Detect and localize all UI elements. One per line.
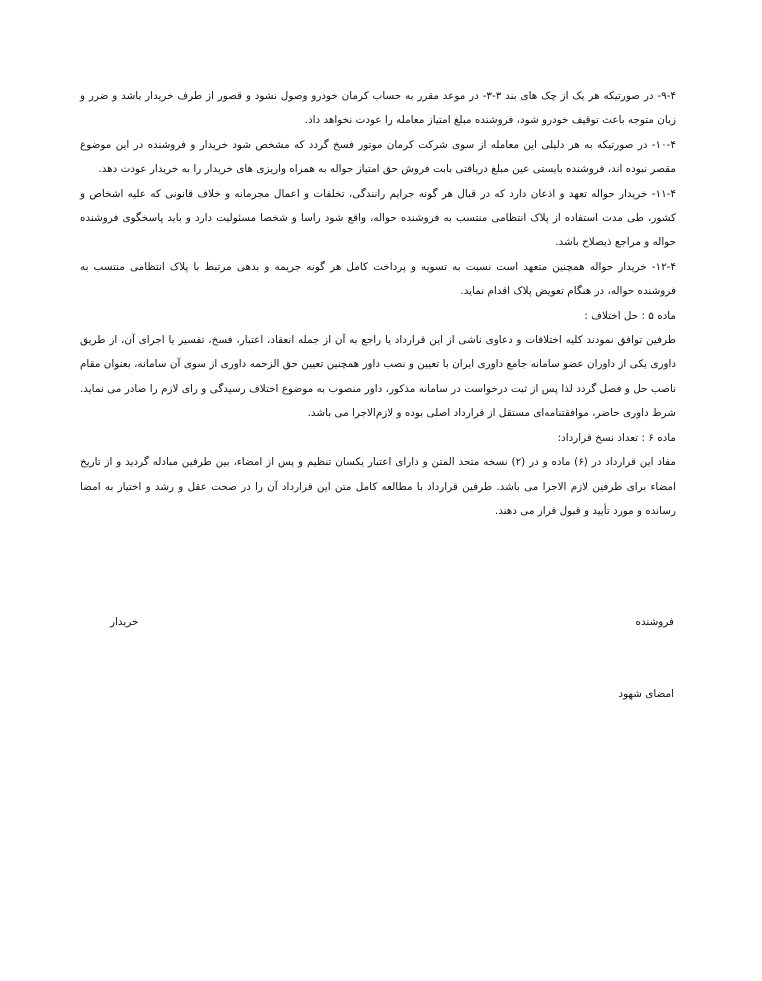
clause-4-10: ۱۰-۴- در صورتیکه به هر دلیلی این معامله از سوی شرکت کرمان موتور فسخ گردد که مشخص شود خریدار و فروشنده در این موضوع مقصر نبوده اند، فروشنده بایستی عین مبلغ دریافتی بابت فروش حق امتیاز حواله به همراه واریزی های خریدار را به خریدار عودت دهد. <box>80 138 676 176</box>
article-6-text: مفاد این قرارداد در (۶) ماده و در (۲) نسخه متحد المتن و دارای اعتبار یکسان تنظیم و پس از امضاء، بین طرفین مبادله گردید و از تاریخ امضاء برای طرفین لازم الاجرا می باشد. طرفین قرارداد با مطالعه کامل متن این قرارداد آن را در صحت عقل و رشد و اختیار به امضا رسانده و مورد تأیید و قبول قرار می دهند. <box>80 456 676 517</box>
seller-signature-label: فروشنده <box>635 616 674 628</box>
clause-4-9: ۹-۴- در صورتیکه هر یک از چک های بند ۳-۳- در موعد مقرر به حساب کرمان خودرو وصول نشود و قصور از طرف خریدار باشد و ضرر و زیان متوجه باعث توقیف خودرو شود، فروشنده مبلغ امتیاز معامله را عودت نخواهد داد. <box>80 90 676 127</box>
article-5-heading: ماده ۵ : حل اختلاف : <box>584 309 676 322</box>
witnesses-signature-label: امضای شهود <box>618 688 674 700</box>
clause-4-12: ۱۲-۴- خریدار حواله همچنین متعهد است نسبت به تسویه و پرداخت کامل هر گونه جریمه و بدهی مرتبط با پلاک انتظامی منتسب به فروشنده حواله، در هنگام تعویض پلاک اقدام نماید. <box>80 260 676 298</box>
article-6-heading: ماده ۶ : تعداد نسخ قرارداد: <box>557 431 676 444</box>
clause-4-11: ۱۱-۴- خریدار حواله تعهد و اذعان دارد که در قبال هر گونه جرایم رانندگی، تخلفات و اعمال مجرمانه و خلاف قانونی که علیه اشخاص و کشور، طی مدت استفاده از پلاک انتظامی منتسب به فروشنده حواله، واقع شود راسا و شخصا مسئولیت دارد و باید پاسخگوی فروشنده حواله و مراجع ذیصلاح باشد. <box>80 187 676 249</box>
contract-body <box>80 84 676 523</box>
buyer-signature-label: خریدار <box>110 616 139 628</box>
article-5-text: طرفین توافق نمودند کلیه اختلافات و دعاوی ناشی از این قرارداد یا راجع به آن از جمله انعقاد، اعتبار، فسخ، تفسیر یا اجرای آن، از طریق داوری یکی از داوران عضو سامانه جامع داوری ایران با تعیین و نصب داور همچنین تعیین حق الزحمه داوری از سوی آن سامانه، بعنوان مقام ناصب حل و فصل گردد لذا پس از ثبت درخواست در سامانه مذکور، داور منصوب به موضوع اختلاف رسیدگی و رای لازم را صادر می نماید. شرط داوری حاضر، موافقتنامه‌ای مستقل از قرارداد اصلی بوده و لازم‌الاجرا می باشد. <box>80 334 676 420</box>
